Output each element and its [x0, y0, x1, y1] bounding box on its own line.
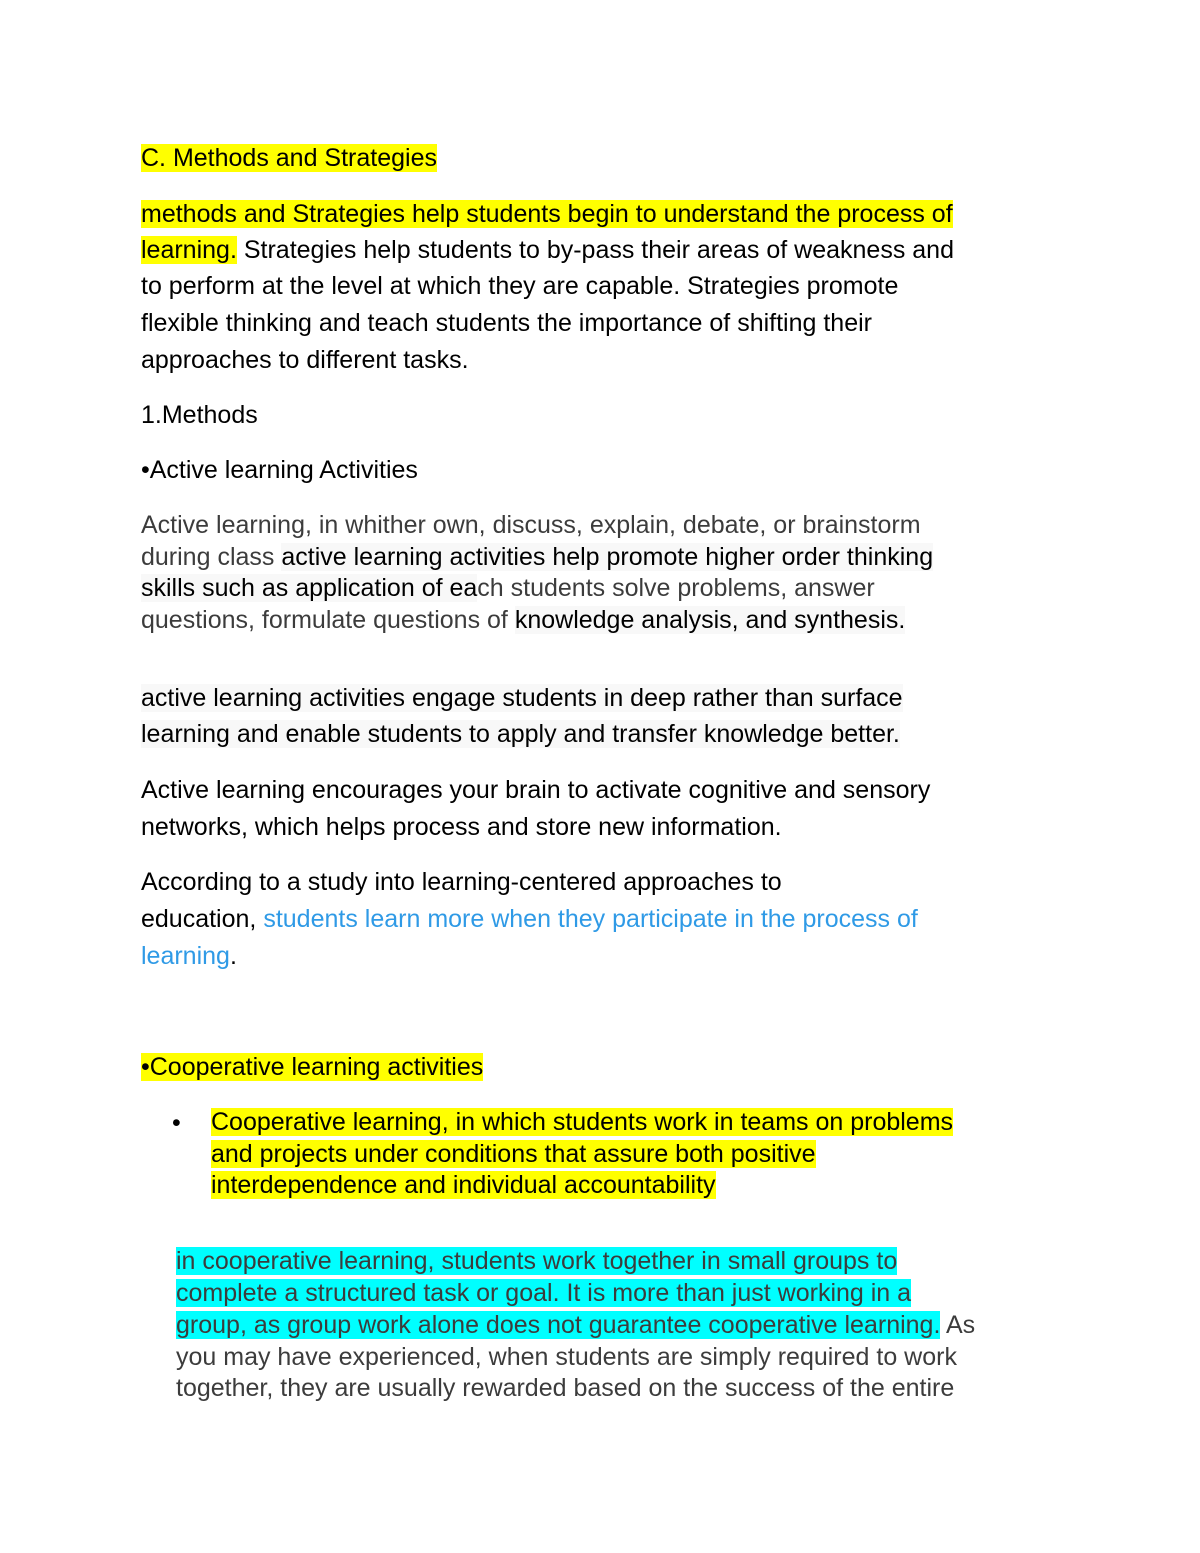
cooperative-heading-text: •Cooperative learning activities	[141, 1053, 484, 1081]
study-para-line2a: education,	[141, 905, 264, 933]
study-link-line1[interactable]: students learn more when they participate in the process of	[263, 905, 918, 933]
coop-bullet-line2: and projects under conditions that assure both positive	[211, 1140, 816, 1168]
intro-line5: approaches to different tasks.	[141, 346, 469, 374]
active-learning-heading: •Active learning Activities	[141, 456, 418, 484]
coop-para-line4: you may have experienced, when students are simply required to work	[176, 1343, 957, 1371]
coop-para-line2: complete a structured task or goal. It is more than just working in a	[176, 1279, 912, 1307]
active-para-line3a: skills such as application of ea	[141, 574, 478, 602]
intro-line3: to perform at the level at which they are capable. Strategies promote	[141, 272, 899, 300]
active-para-line4b: knowledge analysis, and synthesis.	[514, 606, 906, 634]
coop-bullet-line3: interdependence and individual accountability	[211, 1171, 716, 1199]
coop-para-line3-highlight: group, as group work alone does not guarantee cooperative learning.	[176, 1311, 941, 1339]
active-para-line3b: ch students solve problems, answer	[477, 574, 875, 602]
active-para-line1: Active learning, in whither own, discuss, explain, debate, or brainstorm	[141, 511, 921, 539]
active-para-line4a: questions, formulate questions of	[141, 606, 515, 634]
active-para-line2b: active learning activities help promote higher order thinking	[281, 543, 934, 571]
coop-para-line5: together, they are usually rewarded based on the success of the entire	[176, 1374, 955, 1402]
study-link-line2[interactable]: learning	[141, 942, 230, 970]
bullet-dot-icon: •	[172, 1109, 181, 1137]
coop-para-line1: in cooperative learning, students work together in small groups to	[176, 1247, 898, 1275]
cooperative-heading	[141, 1049, 483, 1086]
deep-para-line2: learning and enable students to apply and transfer knowledge better.	[141, 720, 900, 748]
active-para-line2a: during class	[141, 543, 282, 571]
deep-para-line1: active learning activities engage students in deep rather than surface	[141, 684, 903, 712]
intro-highlight-line1: methods and Strategies help students begin to understand the process of	[141, 200, 953, 228]
intro-line4: flexible thinking and teach students the importance of shifting their	[141, 309, 872, 337]
section-heading	[141, 140, 437, 177]
study-para-period: .	[229, 942, 237, 970]
intro-highlight-line2: learning.	[141, 236, 237, 264]
study-para-line1: According to a study into learning-centered approaches to	[141, 868, 782, 896]
coop-para-line3-rest: As	[940, 1311, 976, 1339]
methods-heading: 1.Methods	[141, 401, 258, 429]
coop-bullet-line1: Cooperative learning, in which students work in teams on problems	[211, 1108, 954, 1136]
intro-line2-rest: Strategies help students to by-pass their areas of weakness and	[236, 236, 954, 264]
section-heading-text: C. Methods and Strategies	[141, 144, 437, 172]
brain-para-line2: networks, which helps process and store new information.	[141, 813, 782, 841]
brain-para-line1: Active learning encourages your brain to activate cognitive and sensory	[141, 776, 931, 804]
